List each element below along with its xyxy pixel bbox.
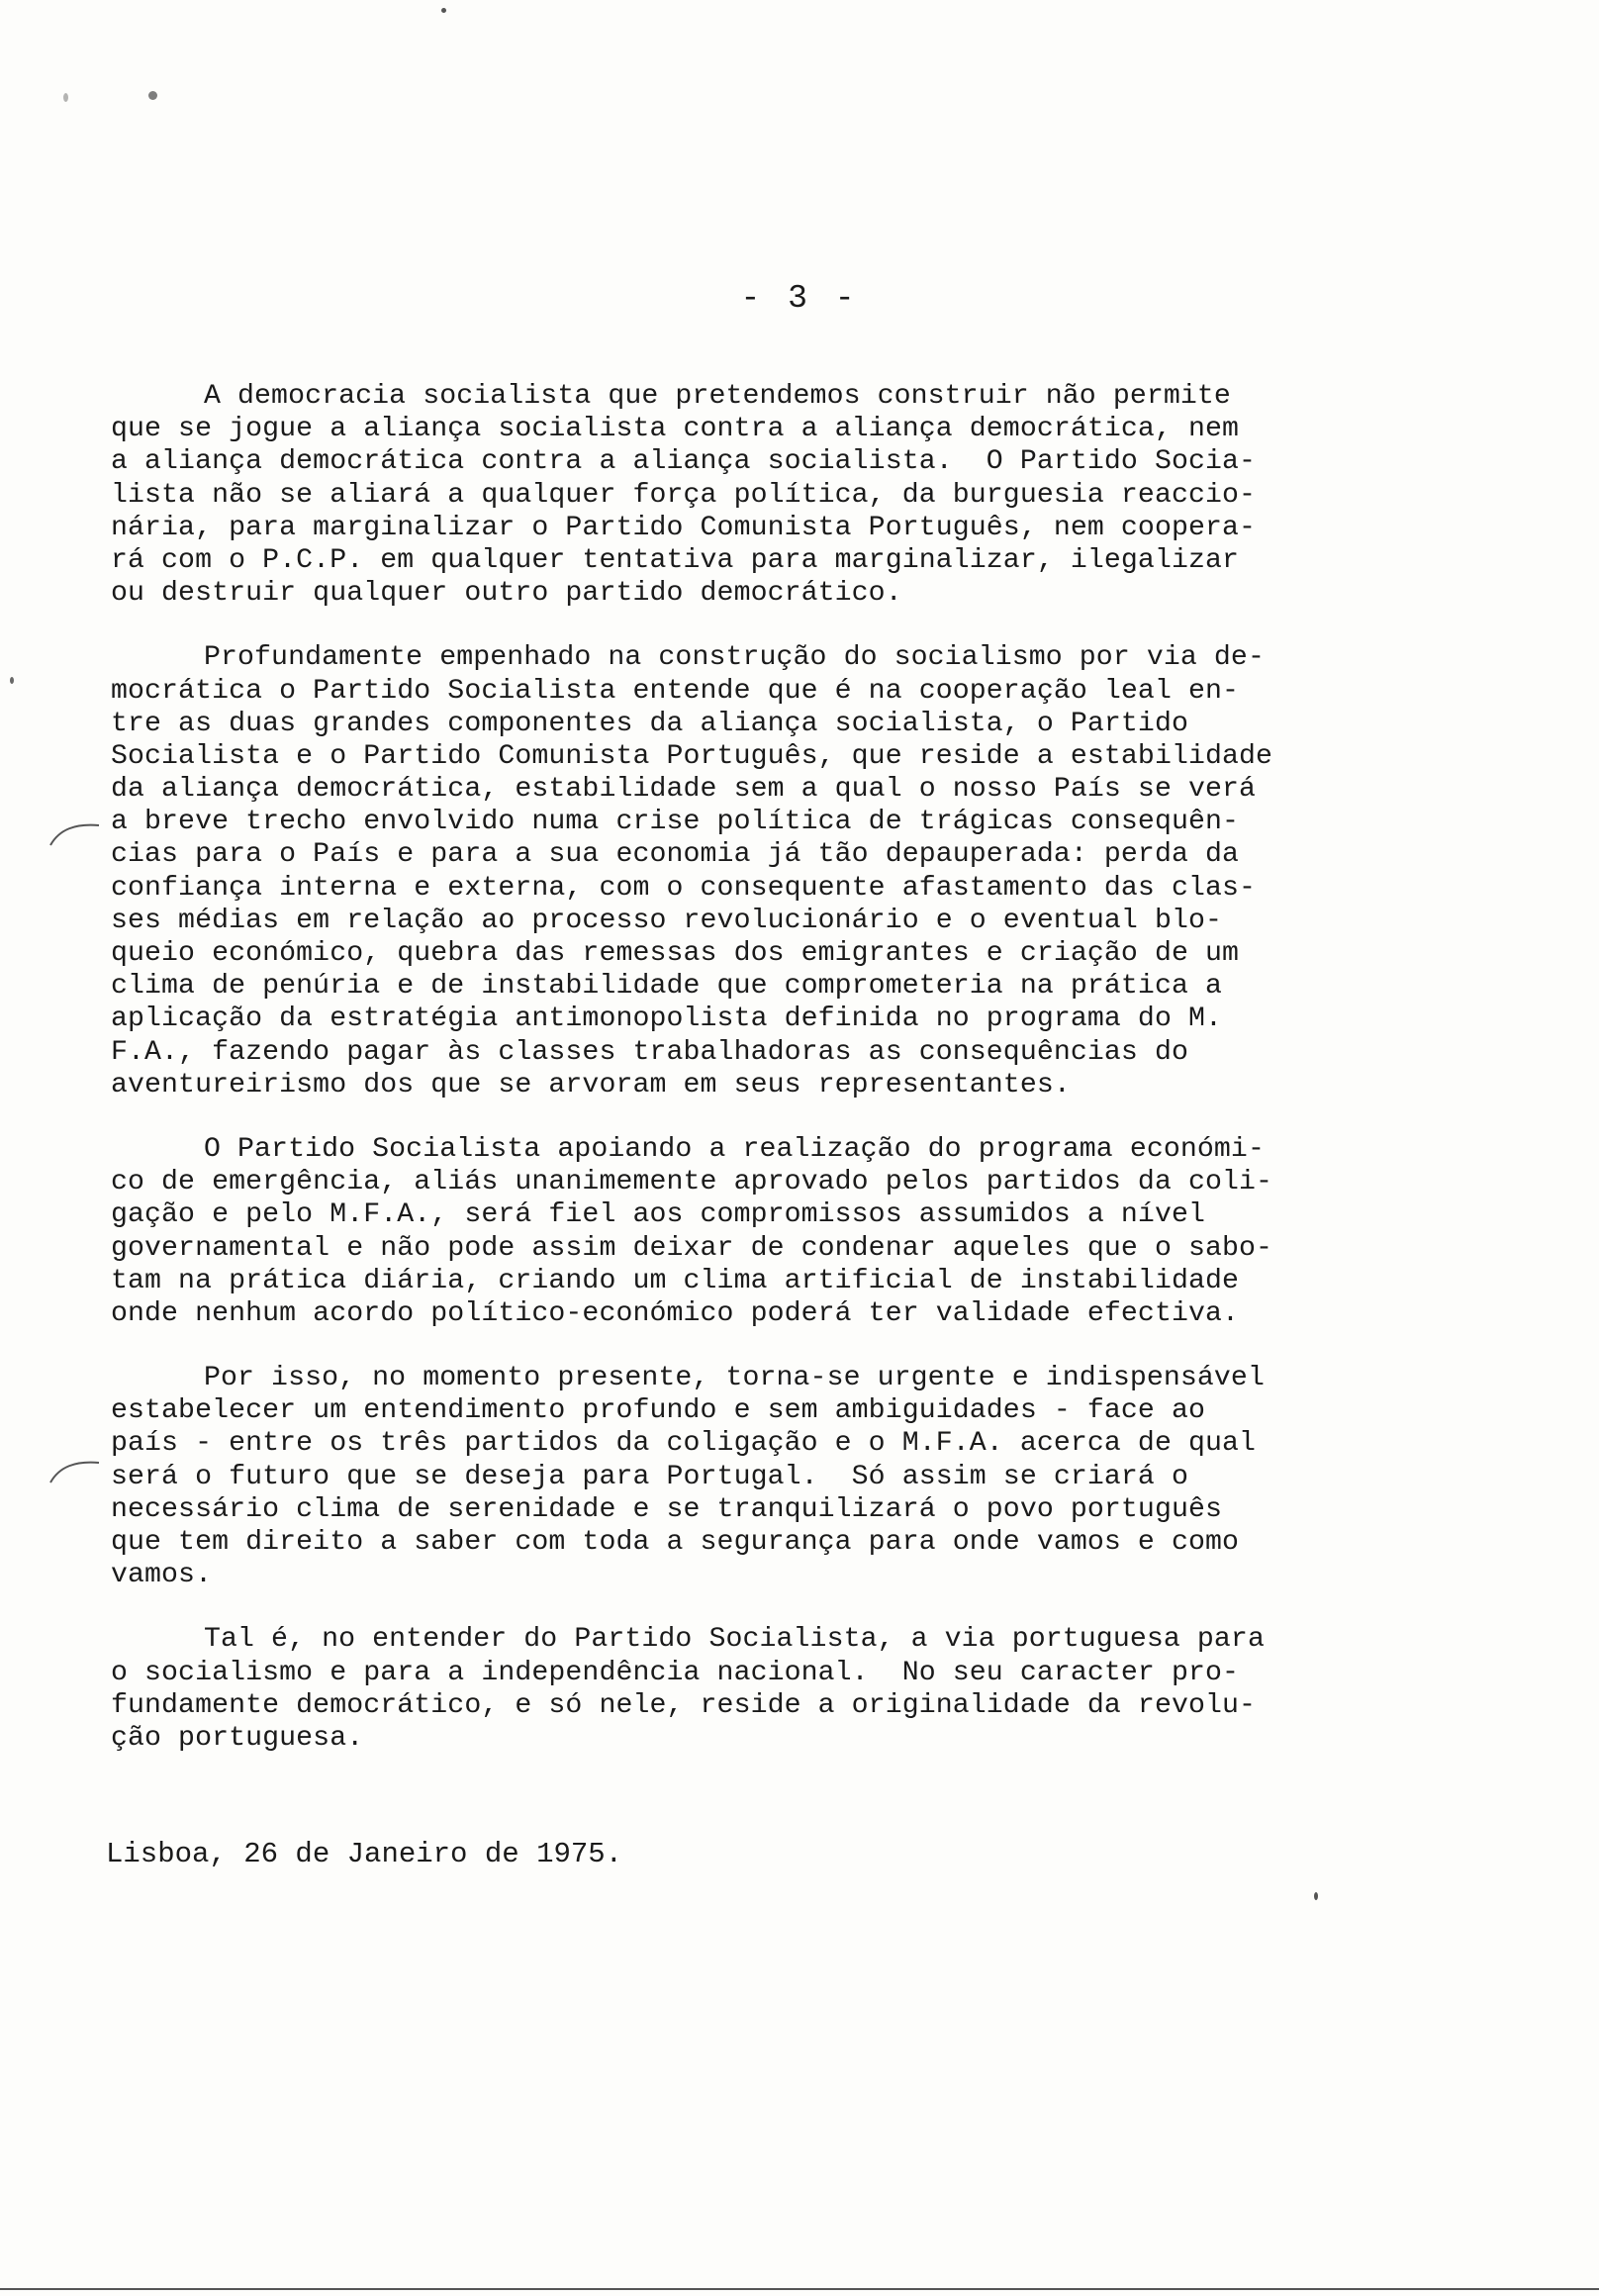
text-line: tre as duas grandes componentes da aliança socialista, o Partido — [111, 708, 1188, 739]
text-line: fundamente democrático, e só nele, reside a originalidade da revolu- — [111, 1689, 1257, 1721]
scan-speck — [441, 8, 446, 13]
text-line: vamos. — [111, 1560, 213, 1591]
text-line: a breve trecho envolvido numa crise política de trágicas consequên- — [111, 807, 1240, 838]
text-line: Profundamente empenhado na construção do socialismo por via de- — [204, 642, 1265, 674]
text-line: co de emergência, aliás unanimemente aprovado pelos partidos da coli- — [111, 1167, 1273, 1198]
scan-edge-line — [0, 2288, 1599, 2290]
paragraph — [111, 380, 1516, 610]
text-line: ção portuguesa. — [111, 1722, 364, 1754]
text-line: rá com o P.C.P. em qualquer tentativa para marginalizar, ilegalizar — [111, 544, 1240, 576]
text-line: aventureirismo dos que se arvoram em seus representantes. — [111, 1069, 1071, 1100]
text-line: governamental e não pode assim deixar de condenar aqueles que o sabo- — [111, 1232, 1273, 1264]
text-line: Socialista e o Partido Comunista Português, que reside a estabilidade — [111, 740, 1273, 772]
text-line: país - entre os três partidos da coligação e o M.F.A. acerca de qual — [111, 1428, 1257, 1460]
text-line: onde nenhum acordo político-económico poderá ter validade efectiva. — [111, 1297, 1240, 1329]
text-line: nária, para marginalizar o Partido Comunista Português, nem coopera- — [111, 512, 1257, 543]
text-line: O Partido Socialista apoiando a realização do programa económi- — [204, 1133, 1265, 1165]
text-line: ses médias em relação ao processo revolucionário e o eventual blo- — [111, 905, 1223, 936]
text-line: A democracia socialista que pretendemos construir não permite — [204, 381, 1231, 412]
text-line: que tem direito a saber com toda a segurança para onde vamos e como — [111, 1527, 1240, 1558]
body-text — [111, 380, 1516, 1755]
page-number: - 3 - — [740, 280, 859, 317]
text-line: a aliança democrática contra a aliança socialista. O Partido Socia- — [111, 446, 1257, 478]
text-line: o socialismo e para a independência nacional. No seu caracter pro- — [111, 1657, 1240, 1688]
paragraph — [111, 1133, 1516, 1330]
scan-speck — [63, 93, 68, 102]
text-line: mocrática o Partido Socialista entende que é na cooperação leal en- — [111, 675, 1240, 707]
text-line: Tal é, no entender do Partido Socialista, a via portuguesa para — [204, 1624, 1265, 1656]
text-line: estabelecer um entendimento profundo e sem ambiguidades - face ao — [111, 1395, 1205, 1427]
text-line: aplicação da estratégia antimonopolista definida no programa do M. — [111, 1004, 1223, 1035]
date-line: Lisboa, 26 de Janeiro de 1975. — [106, 1838, 623, 1870]
text-line: tam na prática diária, criando um clima artificial de instabilidade — [111, 1265, 1240, 1296]
paragraph — [111, 1362, 1516, 1591]
text-line: que se jogue a aliança socialista contra a aliança democrática, nem — [111, 414, 1240, 445]
text-line: será o futuro que se deseja para Portugal. Só assim se criará o — [111, 1461, 1188, 1492]
scan-speck — [10, 677, 14, 684]
text-line: confiança interna e externa, com o consequente afastamento das clas- — [111, 872, 1257, 904]
text-line: ou destruir qualquer outro partido democrático. — [111, 578, 902, 610]
paragraph — [111, 641, 1516, 1101]
text-line: gação e pelo M.F.A., será fiel aos compromissos assumidos a nível — [111, 1199, 1205, 1231]
margin-pencil-mark — [47, 1457, 103, 1486]
scan-speck — [148, 91, 157, 100]
scan-speck — [1314, 1892, 1318, 1900]
text-line: da aliança democrática, estabilidade sem a qual o nosso País se verá — [111, 774, 1257, 806]
text-line: necessário clima de serenidade e se tranquilizará o povo português — [111, 1493, 1223, 1525]
text-line: Por isso, no momento presente, torna-se urgente e indispensável — [204, 1363, 1265, 1394]
margin-pencil-mark — [47, 819, 103, 849]
text-line: lista não se aliará a qualquer força política, da burguesia reaccio- — [111, 479, 1257, 511]
text-line: queio económico, quebra das remessas dos emigrantes e criação de um — [111, 938, 1240, 969]
text-line: cias para o País e para a sua economia já tão depauperada: perda da — [111, 839, 1240, 871]
text-line: clima de penúria e de instabilidade que comprometeria na prática a — [111, 971, 1223, 1003]
paragraph — [111, 1623, 1516, 1755]
text-line: F.A., fazendo pagar às classes trabalhadoras as consequências do — [111, 1036, 1188, 1068]
